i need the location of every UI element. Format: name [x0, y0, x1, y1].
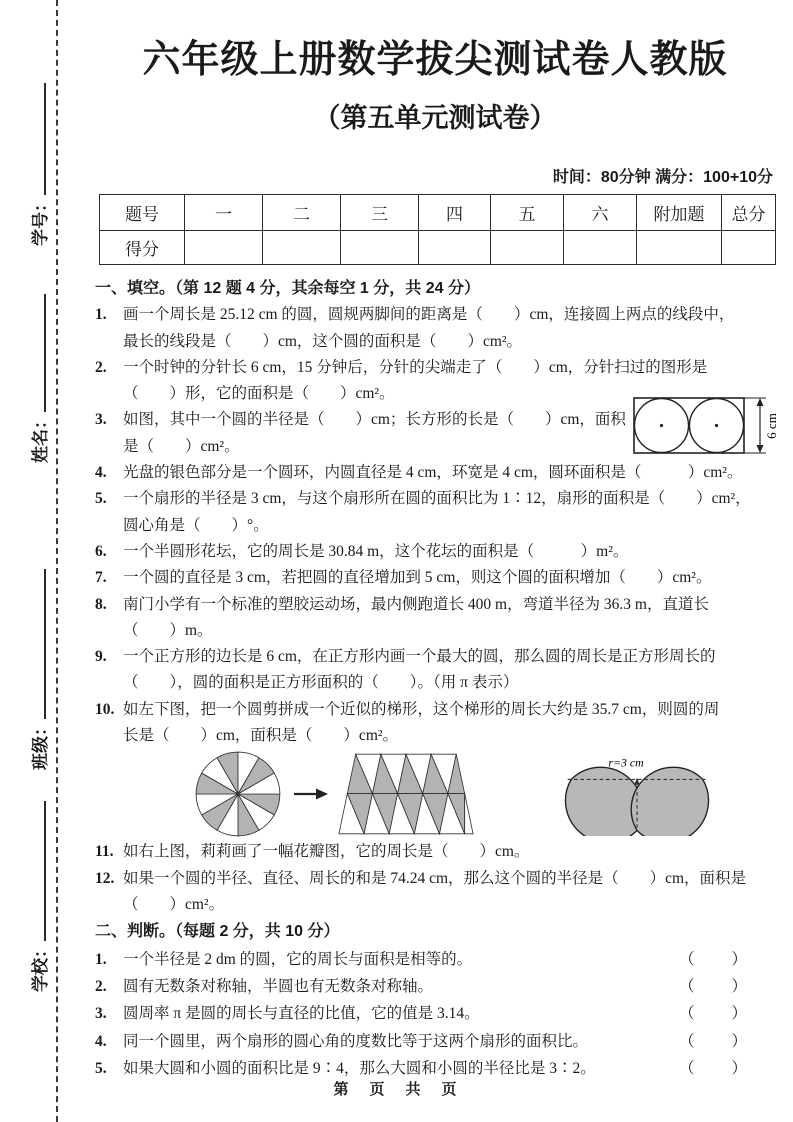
- sidebar-field-school: [26, 801, 51, 992]
- question-number: 11.: [95, 843, 114, 861]
- score-header-cell: 一: [185, 195, 263, 231]
- score-header-cell: 二: [263, 195, 341, 231]
- writing-line: [30, 801, 46, 941]
- question-number: 5.: [95, 1060, 107, 1078]
- question-text: 一个半圆形花坛，它的周长是 30.84 m，这个花坛的面积是（ ）m²。: [123, 542, 629, 560]
- question-number: 2.: [95, 358, 107, 376]
- judgment-1: [95, 946, 777, 973]
- question-7: [95, 565, 777, 591]
- score-cell: [341, 231, 419, 265]
- question-number: 7.: [95, 569, 107, 587]
- question-6: [95, 539, 777, 565]
- question-text: 南门小学有一个标准的塑胶运动场，最内侧跑道长 400 m，弯道半径为 36.3 m，直道长: [123, 595, 709, 613]
- question-text: 如左下图，把一个圆剪拼成一个近似的梯形，这个梯形的周长大约是 35.7 cm，则圆的周: [123, 700, 720, 718]
- circle-sectors-figure: [190, 746, 286, 842]
- score-table: [99, 194, 776, 265]
- score-cell: [419, 231, 491, 265]
- question-text: 长是（ ）cm，面积是（ ）cm²。: [123, 727, 399, 745]
- score-header-cell: 六: [564, 195, 637, 231]
- question-text: 画一个周长是 25.12 cm 的圆，圆规两脚间的距离是（ ）cm，连接圆上两点的线段中，: [123, 306, 735, 324]
- question-text: 如右上图，莉莉画了一幅花瓣图，它的周长是（ ）cm。: [123, 843, 530, 861]
- judgment-3: [95, 1000, 777, 1027]
- score-cell: [263, 231, 341, 265]
- sidebar-field-student-id: [26, 83, 51, 246]
- question-number: 12.: [95, 869, 115, 887]
- question-1: [95, 302, 777, 355]
- score-header-cell: 总分: [722, 195, 776, 231]
- name-label: 姓名：: [31, 412, 50, 463]
- question-text: 圆有无数条对称轴，半圆也有无数条对称轴。: [123, 977, 434, 995]
- question-text: （ ）形，它的面积是（ ）cm²。: [123, 385, 395, 403]
- question-text: 同一个圆里，两个扇形的圆心角的度数比等于这两个扇形的面积比。: [123, 1032, 589, 1050]
- writing-line: [30, 569, 46, 719]
- question-number: 1.: [95, 950, 107, 968]
- question-text: 如图，其中一个圆的半径是（ ）cm；长方形的长是（ ）cm，面积: [123, 411, 626, 429]
- paper-body: [95, 276, 777, 1083]
- writing-line: [30, 294, 46, 412]
- question-text: （ ）cm²。: [123, 895, 225, 913]
- question-number: 9.: [95, 648, 107, 666]
- question-number: 3.: [95, 411, 107, 429]
- score-cell: [185, 231, 263, 265]
- footer-page-label: 第 页 共 页: [333, 1081, 460, 1098]
- arrow-icon: [294, 786, 328, 802]
- question-text: 光盘的银色部分是一个圆环，内圆直径是 4 cm，环宽是 4 cm，圆环面积是（ ）cm²。: [123, 464, 743, 482]
- section2-heading: 二、判断。（每题 2 分，共 10 分）: [95, 923, 340, 941]
- score-cell: [722, 231, 776, 265]
- question-number: 10.: [95, 700, 115, 718]
- question-text: （ ），圆的面积是正方形面积的（ ）。（用 π 表示）: [123, 674, 519, 692]
- score-header-cell: 题号: [100, 195, 185, 231]
- question-number: 8.: [95, 595, 107, 613]
- page-subtitle: （第五单元测试卷）: [313, 103, 557, 133]
- score-cell: [491, 231, 564, 265]
- question-text: 一个圆的直径是 3 cm，若把圆的直径增加到 5 cm，则这个圆的面积增加（ ）cm²。: [123, 569, 712, 587]
- score-cell: [564, 231, 637, 265]
- question-number: 4.: [95, 464, 107, 482]
- score-cell: [637, 231, 722, 265]
- question-text: 一个正方形的边长是 6 cm，在正方形内画一个最大的圆，那么圆的周长是正方形周长的: [123, 648, 716, 666]
- answer-blank: （ ）: [678, 1060, 749, 1078]
- answer-blank: （ ）: [678, 950, 749, 968]
- answer-blank: （ ）: [678, 1032, 749, 1050]
- question-number: 2.: [95, 977, 107, 995]
- question-3: [95, 407, 777, 460]
- page-title: 六年级上册数学拔尖测试卷人教版: [142, 39, 728, 81]
- question-number: 4.: [95, 1032, 107, 1050]
- sidebar-field-class: [26, 569, 51, 770]
- figure-row: [95, 750, 777, 838]
- question-11: [95, 839, 777, 865]
- exam-info: 时间：80分钟 满分：100+10分: [552, 169, 773, 186]
- question-text: 如果一个圆的半径、直径、周长的和是 74.24 cm，那么这个圆的半径是（ ）cm，面积是: [123, 869, 746, 887]
- question-12: [95, 866, 777, 919]
- question-text: 一个时钟的分针长 6 cm，15 分钟后，分针的尖端走了（ ）cm，分针扫过的图形是: [123, 358, 708, 376]
- class-label: 班级：: [31, 719, 50, 770]
- writing-line: [30, 83, 46, 195]
- question-text: 是（ ）cm²。: [123, 437, 240, 455]
- petal-figure: [552, 752, 722, 836]
- question-number: 3.: [95, 1005, 107, 1023]
- school-label: 学校：: [31, 941, 50, 992]
- section1-heading: 一、填空。（第 12 题 4 分，其余每空 1 分，共 24 分）: [95, 280, 480, 297]
- question-text: 一个扇形的半径是 3 cm，与这个扇形所在圆的面积比为 1∶12，扇形的面积是（ ）cm²，: [123, 490, 751, 508]
- question-text: 最长的线段是（ ）cm，这个圆的面积是（ ）cm²。: [123, 332, 523, 350]
- score-header-cell: 附加题: [637, 195, 722, 231]
- question-8: [95, 592, 777, 645]
- question-text: 圆周率 π 是圆的周长与直径的比值，它的值是 3.14。: [123, 1005, 480, 1023]
- judgment-2: [95, 973, 777, 1000]
- margin-dashed-line: [56, 0, 58, 1122]
- question-text: 一个半径是 2 dm 的圆，它的周长与面积是相等的。: [123, 950, 473, 968]
- question-text: 如果大圆和小圆的面积比是 9∶4，那么大圆和小圆的半径比是 3∶2。: [123, 1060, 596, 1078]
- question-10: [95, 697, 777, 750]
- question-number: 5.: [95, 490, 107, 508]
- dimension-label: 6 cm: [764, 413, 779, 439]
- trapezoid-figure: [336, 750, 476, 838]
- score-header-cell: 四: [419, 195, 491, 231]
- question-number: 6.: [95, 542, 107, 560]
- question-9: [95, 644, 777, 697]
- score-header-cell: 五: [491, 195, 564, 231]
- question-4: [95, 460, 777, 486]
- question-text: （ ）m。: [123, 621, 213, 639]
- score-header-cell: 三: [341, 195, 419, 231]
- question-text: 圆心角是（ ）°。: [123, 516, 269, 534]
- question-5: [95, 486, 777, 539]
- judgment-4: [95, 1028, 777, 1055]
- question-2: [95, 355, 777, 408]
- radius-label: r=3 cm: [608, 755, 644, 770]
- question-number: 1.: [95, 306, 107, 324]
- score-row-label: 得分: [100, 231, 185, 265]
- answer-blank: （ ）: [678, 977, 749, 995]
- answer-blank: （ ）: [678, 1005, 749, 1023]
- student-id-label: 学号：: [31, 195, 50, 246]
- sidebar-field-name: [26, 294, 51, 463]
